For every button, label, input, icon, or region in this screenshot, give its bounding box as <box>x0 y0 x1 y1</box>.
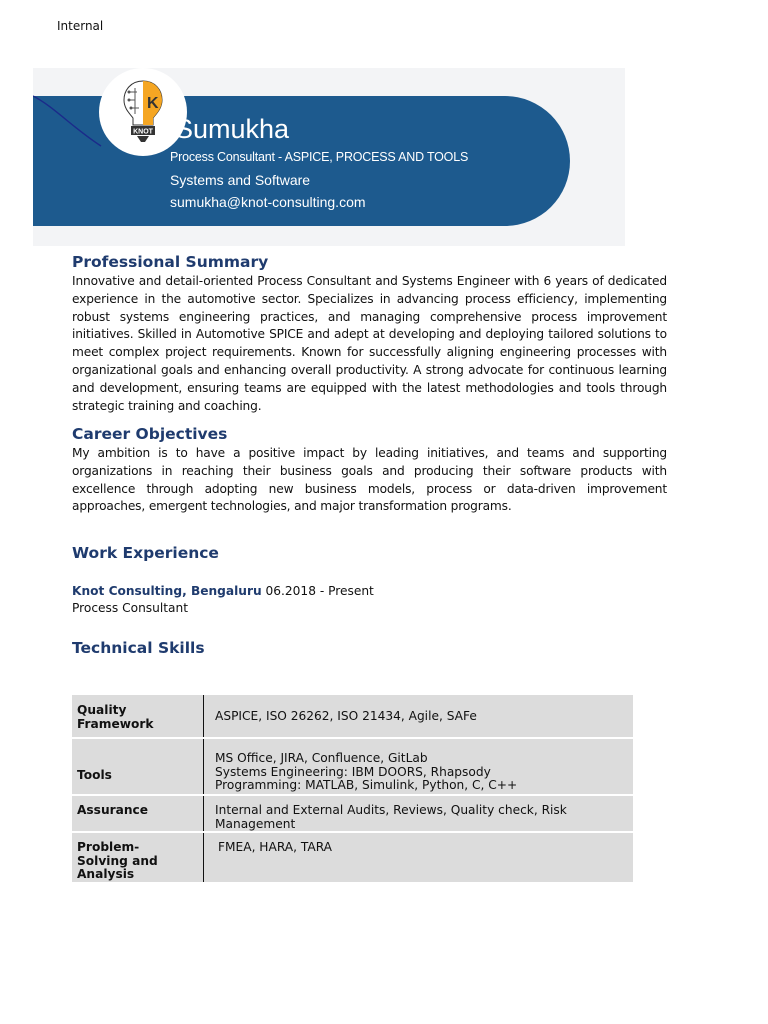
profile-email[interactable]: sumukha@knot-consulting.com <box>170 194 366 210</box>
objectives-text: My ambition is to have a positive impact by leading initiatives, and teams and supporting organizations in reaching their business goals and producing their software products with excellence through adopting new business models, process or data-driven improvement approaches, emergent technologies, and major transformation programs. <box>72 446 667 514</box>
table-row <box>72 695 633 738</box>
skill-values: ASPICE, ISO 26262, ISO 21434, Agile, SAFe <box>204 695 634 738</box>
profile-department: Systems and Software <box>170 172 311 188</box>
classification-label: Internal <box>57 19 104 33</box>
profile-banner <box>33 68 625 246</box>
skill-category: Quality Framework <box>72 695 204 738</box>
job-entry <box>72 584 374 598</box>
skill-category: Tools <box>72 738 204 795</box>
svg-text:KNOT: KNOT <box>133 128 153 136</box>
table-row <box>72 738 633 795</box>
knot-logo-icon <box>121 78 165 148</box>
skill-category: Assurance <box>72 795 204 832</box>
profile-name: Sumukha <box>175 114 290 144</box>
job-position: Process Consultant <box>72 601 189 615</box>
skill-values: Internal and External Audits, Reviews, Quality check, Risk Management <box>204 795 634 832</box>
summary-heading: Professional Summary <box>72 253 269 271</box>
table-row <box>72 795 633 832</box>
profile-role: Process Consultant - ASPICE, PROCESS AND TOOLS <box>170 150 469 164</box>
skill-values: MS Office, JIRA, Confluence, GitLab Systems Engineering: IBM DOORS, Rhapsody Programming: MATLAB, Simulink, Python, C, C++ <box>204 738 634 795</box>
job-period: 06.2018 - Present <box>265 584 374 598</box>
skills-heading: Technical Skills <box>72 639 205 657</box>
experience-heading: Work Experience <box>72 544 219 562</box>
skill-values: FMEA, HARA, TARA <box>204 832 634 883</box>
skill-category: Problem-Solving and Analysis <box>72 832 204 883</box>
summary-text: Innovative and detail-oriented Process Consultant and Systems Engineer with 6 years of dedicated experience in the automotive sector. Specializes in advancing process efficiency, implementing robust systems engineering practices, and managing comprehensive process improvement initiatives. Skilled in Automotive SPICE and adept at developing and deploying tailored solutions to meet complex project requirements. Known for successfully aligning engineering processes with organizational goals and enhancing overall productivity. A strong advocate for continuous learning and development, ensuring teams are equipped with the latest methodologies and tools through strategic training and coaching. <box>72 274 667 413</box>
job-company: Knot Consulting, Bengaluru <box>72 584 262 598</box>
skills-table <box>72 695 633 884</box>
objectives-heading: Career Objectives <box>72 425 228 443</box>
svg-text:K: K <box>147 95 159 112</box>
table-row <box>72 832 633 883</box>
